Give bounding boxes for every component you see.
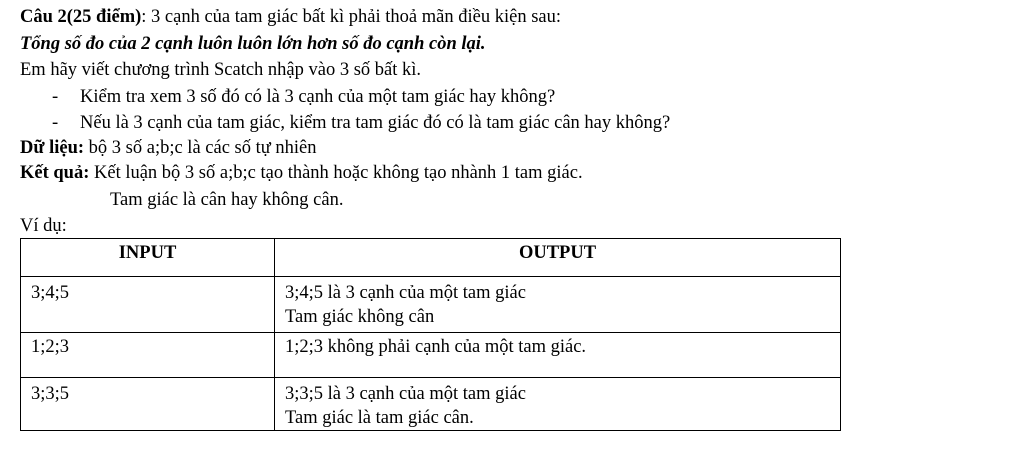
output-line: Tam giác không cân — [285, 307, 435, 327]
output-line: Tam giác là tam giác cân. — [285, 408, 474, 428]
bullet-dash: - — [52, 113, 59, 133]
triangle-rule: Tổng số đo của 2 cạnh luôn luôn lớn hơn số đo cạnh còn lại. — [20, 34, 486, 54]
question-intro: : 3 cạnh của tam giác bất kì phải thoả mãn điều kiện sau: — [141, 7, 561, 27]
table-header-row — [21, 239, 841, 277]
table-row — [21, 333, 841, 378]
data-text: bộ 3 số a;b;c là các số tự nhiên — [84, 138, 317, 158]
column-header-output: OUTPUT — [275, 239, 841, 277]
result-text-continued: Tam giác là cân hay không cân. — [110, 190, 344, 210]
task-statement: Em hãy viết chương trình Scatch nhập vào 3 số bất kì. — [20, 60, 422, 80]
example-table — [20, 238, 841, 431]
data-description — [20, 136, 317, 160]
output-cell — [275, 333, 841, 378]
output-line: 1;2;3 không phải cạnh của một tam giác. — [285, 337, 587, 357]
example-label: Ví dụ: — [20, 216, 67, 236]
input-cell: 1;2;3 — [21, 333, 275, 378]
result-description — [20, 161, 583, 185]
data-label: Dữ liệu: — [20, 138, 85, 158]
bullet-item — [52, 111, 670, 135]
output-line: 3;3;5 là 3 cạnh của một tam giác — [285, 384, 526, 404]
bullet-text: Kiểm tra xem 3 số đó có là 3 cạnh của một tam giác hay không? — [80, 87, 556, 107]
question-label: Câu 2(25 điểm) — [20, 7, 142, 27]
result-text: Kết luận bộ 3 số a;b;c tạo thành hoặc không tạo nhành 1 tam giác. — [89, 163, 583, 183]
output-line: 3;4;5 là 3 cạnh của một tam giác — [285, 283, 526, 303]
bullet-text: Nếu là 3 cạnh của tam giác, kiểm tra tam giác đó có là tam giác cân hay không? — [80, 113, 671, 133]
bullet-item — [52, 85, 555, 109]
table-row — [21, 277, 841, 333]
input-cell: 3;3;5 — [21, 378, 275, 431]
result-label: Kết quả: — [20, 163, 90, 183]
output-cell — [275, 277, 841, 333]
question-heading — [20, 5, 561, 29]
output-cell — [275, 378, 841, 431]
bullet-dash: - — [52, 87, 59, 107]
column-header-input: INPUT — [21, 239, 275, 277]
table-row — [21, 378, 841, 431]
input-cell: 3;4;5 — [21, 277, 275, 333]
